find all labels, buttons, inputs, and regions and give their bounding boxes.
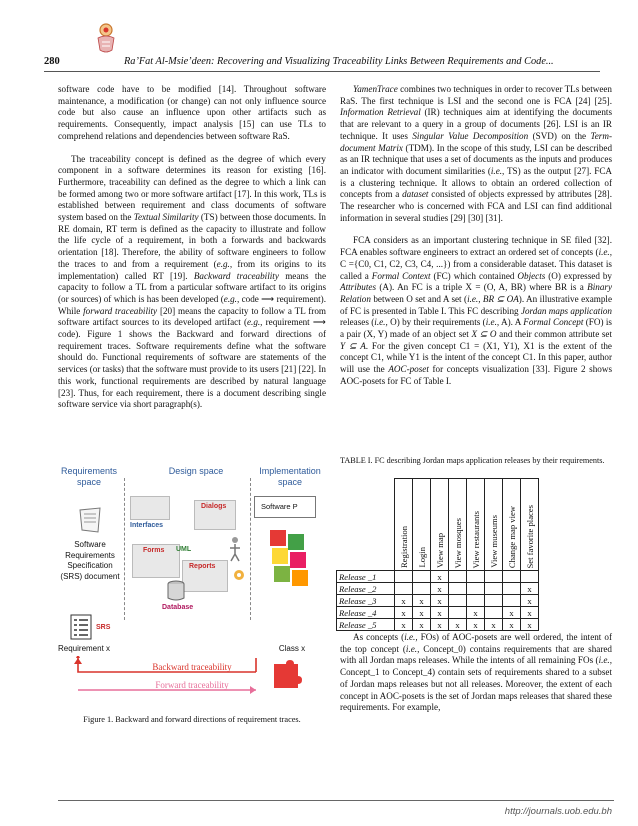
table-cell xyxy=(485,571,503,583)
table-cell xyxy=(485,607,503,619)
dialogs-box: Dialogs xyxy=(194,500,236,530)
paragraph: YamenTrace combines two techniques in order to recover TLs between RaS. The first technique is LSI and the second one is FCA [24] [25]. Information Retrieval (IR) techniques aim at identifying the documents that are relevant to a query in a group of documents [26]. LSI is an IR technique. It uses Singular Value Decomposition (SVD) on the Term-document Matrix (TDM). In the scope of this study, LSI can be described as an IR technique that uses a set of documents as the inputs and produces an indicator with document similarities (i.e., TS) as the output [27]. FCA is a clustering technique. It allows to obtain an ordered collection of concepts from a dataset consisted of objects expressed by attributes [28]. The researcher who is concerned with FCA and LSI can find additional information in several studies [29] [30] [31]. xyxy=(340,84,613,223)
table-cell: x xyxy=(521,619,539,631)
table-cell xyxy=(503,583,521,595)
table-column-header: View map xyxy=(431,479,449,571)
running-title: Ra’Fat Al-Msie’deen: Recovering and Visualizing Traceability Links Between Requirements and Code... xyxy=(124,56,554,67)
table-cell: x xyxy=(395,619,413,631)
uml-label: UML xyxy=(176,546,192,553)
right-column xyxy=(340,84,612,388)
table-row xyxy=(337,571,539,583)
srs-tag: SRS xyxy=(96,624,111,631)
requirement-x-label: Requirement x xyxy=(58,644,111,653)
table-cell: x xyxy=(431,595,449,607)
table-cell xyxy=(467,595,485,607)
table-cell: x xyxy=(395,607,413,619)
table-cell: x xyxy=(413,595,431,607)
table-row-label: Release _3 xyxy=(337,595,395,607)
table-cell: x xyxy=(395,595,413,607)
table-cell: x xyxy=(431,619,449,631)
figure-caption: Figure 1. Backward and forward directions of requirement traces. xyxy=(83,715,301,724)
table-cell: x xyxy=(431,607,449,619)
table-cell xyxy=(521,571,539,583)
table-cell xyxy=(449,583,467,595)
table-row-label: Release _2 xyxy=(337,583,395,595)
table-row xyxy=(337,607,539,619)
srs-document-label: Software Requirements Specification (SRS) document xyxy=(60,540,120,581)
journal-url: http://journals.uob.edu.bh xyxy=(504,806,612,817)
table-cell xyxy=(449,595,467,607)
table-cell xyxy=(503,571,521,583)
table-cell: x xyxy=(413,619,431,631)
reports-box: Reports xyxy=(182,560,228,592)
class-x-label: Class x xyxy=(278,644,306,653)
table-cell xyxy=(503,595,521,607)
forms-box: Forms xyxy=(132,544,180,578)
table-cell: x xyxy=(485,619,503,631)
table-cell: x xyxy=(449,619,467,631)
table-cell xyxy=(413,571,431,583)
space-divider xyxy=(124,478,125,620)
gear-icon xyxy=(232,568,246,582)
space-divider xyxy=(250,478,251,620)
table-column-header: Change map view xyxy=(503,479,521,571)
table-cell xyxy=(449,571,467,583)
requirements-space-label: Requirements space xyxy=(60,466,118,487)
page-header xyxy=(44,52,600,72)
design-space-label: Design space xyxy=(168,466,224,476)
table-cell: x xyxy=(467,607,485,619)
paragraph: As concepts (i.e., FOs) of AOC-posets are well ordered, the intent of the top concept (i.e., Concept_0) contains requirements that are shared with all Jordan maps releases. While the intents of all remaining FOs (i.e., Concept_1 to Concept_4) contain sets of requirements shared to a subset of Jordan maps releases but not all releases. Moreover, the extent of each concept in AOC-posets is the set of Jordan maps releases that shared these requirements. For example, xyxy=(340,632,612,713)
table-corner xyxy=(337,479,395,571)
table-cell: x xyxy=(503,607,521,619)
figure-1-diagram xyxy=(58,466,326,724)
table-column-header: View mosques xyxy=(449,479,467,571)
page-number: 280 xyxy=(44,56,60,67)
table-cell: x xyxy=(431,571,449,583)
table-column-header: View restaurants xyxy=(467,479,485,571)
forward-traceability-label: Forward traceability xyxy=(155,680,229,690)
table-row xyxy=(337,583,539,595)
table-cell: x xyxy=(503,619,521,631)
paragraph: software code have to be modified [14]. Throughout software maintenance, a modification (or change) can not only influence source code but also cause an influence upon other artifacts such as requirements. Consequently, impact analysis [15] can use TLs to comprehend relations and dependencies between software RaS. xyxy=(58,84,326,141)
table-column-header: Registration xyxy=(395,479,413,571)
table-cell xyxy=(485,595,503,607)
table-cell: x xyxy=(413,607,431,619)
table-row-label: Release _4 xyxy=(337,607,395,619)
table-cell: x xyxy=(521,583,539,595)
table-cell xyxy=(395,583,413,595)
table-cell: x xyxy=(431,583,449,595)
table-cell xyxy=(467,583,485,595)
database-icon xyxy=(166,580,186,602)
implementation-space-label: Implementation space xyxy=(259,466,321,487)
table-cell: x xyxy=(521,607,539,619)
software-p-box: Software P xyxy=(254,496,316,518)
table-row-label: Release _1 xyxy=(337,571,395,583)
person-icon xyxy=(228,536,242,562)
table-cell xyxy=(413,583,431,595)
srs-list-icon xyxy=(70,614,92,640)
document-stack-icon xyxy=(78,506,102,534)
table-cell: x xyxy=(521,595,539,607)
table-column-header: Set favorite places xyxy=(521,479,539,571)
table-column-header: Login xyxy=(413,479,431,571)
interfaces-label: Interfaces xyxy=(130,522,164,529)
footer-rule xyxy=(58,800,614,801)
table-cell xyxy=(395,571,413,583)
table-cell xyxy=(449,607,467,619)
interfaces-box xyxy=(130,496,170,520)
table-row xyxy=(337,595,539,607)
paragraph: FCA considers as an important clustering technique in SE filed [32]. FCA enables software engineers to extract an ordered set of concepts (i.e., C ={C0, C1, C2, C3, C4, ...}) from a considerable dataset. This dataset is called a Formal Context (FC) which contained Objects (O) expressed by Attributes (A). An FC is a triple X = (O, A, BR) where BR is a Binary Relation between O set and A set (i.e., BR ⊆ OA). An illustrative example of FC is presented in Table I. This FC describing Jordan maps application releases (i.e., O) by their requirements (i.e., A). A Formal Concept (FO) is a pair (X, Y) made of an object set X ⊆ O and their common attribute set Y ⊆ A. For the given concept C1 = (X1, Y1), X1 is the extent of the concept C1, while Y1 is the intent of the concept C1. In this paper, author will use the AOC-poset for concepts visualization [33]. Figure 2 shows AOC-posets for FC of Table I. xyxy=(340,235,613,386)
right-column-lower xyxy=(340,632,612,714)
backward-traceability-label: Backward traceability xyxy=(152,662,232,672)
journal-logo xyxy=(93,20,119,56)
puzzle-pieces-icon xyxy=(264,524,320,596)
table-cell xyxy=(467,571,485,583)
database-label: Database xyxy=(162,604,194,611)
formal-context-table xyxy=(336,478,539,631)
puzzle-piece-icon xyxy=(268,660,302,690)
table-column-header: View museums xyxy=(485,479,503,571)
table-caption: TABLE I. FC describing Jordan maps application releases by their requirements. xyxy=(340,456,605,465)
table-row-label: Release _5 xyxy=(337,619,395,631)
table-cell: x xyxy=(467,619,485,631)
paragraph: The traceability concept is defined as the degree of which every component in a software determines its reason for existing [16]. Furthermore, traceability can defined as the degree to which a link can be formed among two or more software artifact [17]. In this work, TLs is established between requirement and class documents of software system based on the Textual Similarity (TS) between those documents. In RE domain, RT term is defined as the capacity to illustrate and follow the life cycle of a requirement, in both a forwards and backwards orientation [18]. Therefore, the ability of software engineers to follow the traces to and from a requirement (e.g., from its origins to its implementation) called RT [19]. Backward traceability means the capacity to follow a TL from a particular software artifact to its origins (or sources) of which is has been developed (e.g., code ⟶ requirement). While forward traceability [20] means the capacity to follow a TL from software artifact sources to its developed artifact (e.g., requirement ⟶ code). Figure 1 shows the Backward and forward directions of requirement traces. Software requirements define what the software should do. Functional requirements of software are statements of the services (or tasks) that the software must provide to its users [21] [22]. In this work, functional requirements are described by natural language [23]. Thus, for each requirement, there is a document describing single software service via short paragraph(s). xyxy=(58,153,326,410)
table-cell xyxy=(485,583,503,595)
table-row xyxy=(337,619,539,631)
left-column xyxy=(58,84,326,411)
